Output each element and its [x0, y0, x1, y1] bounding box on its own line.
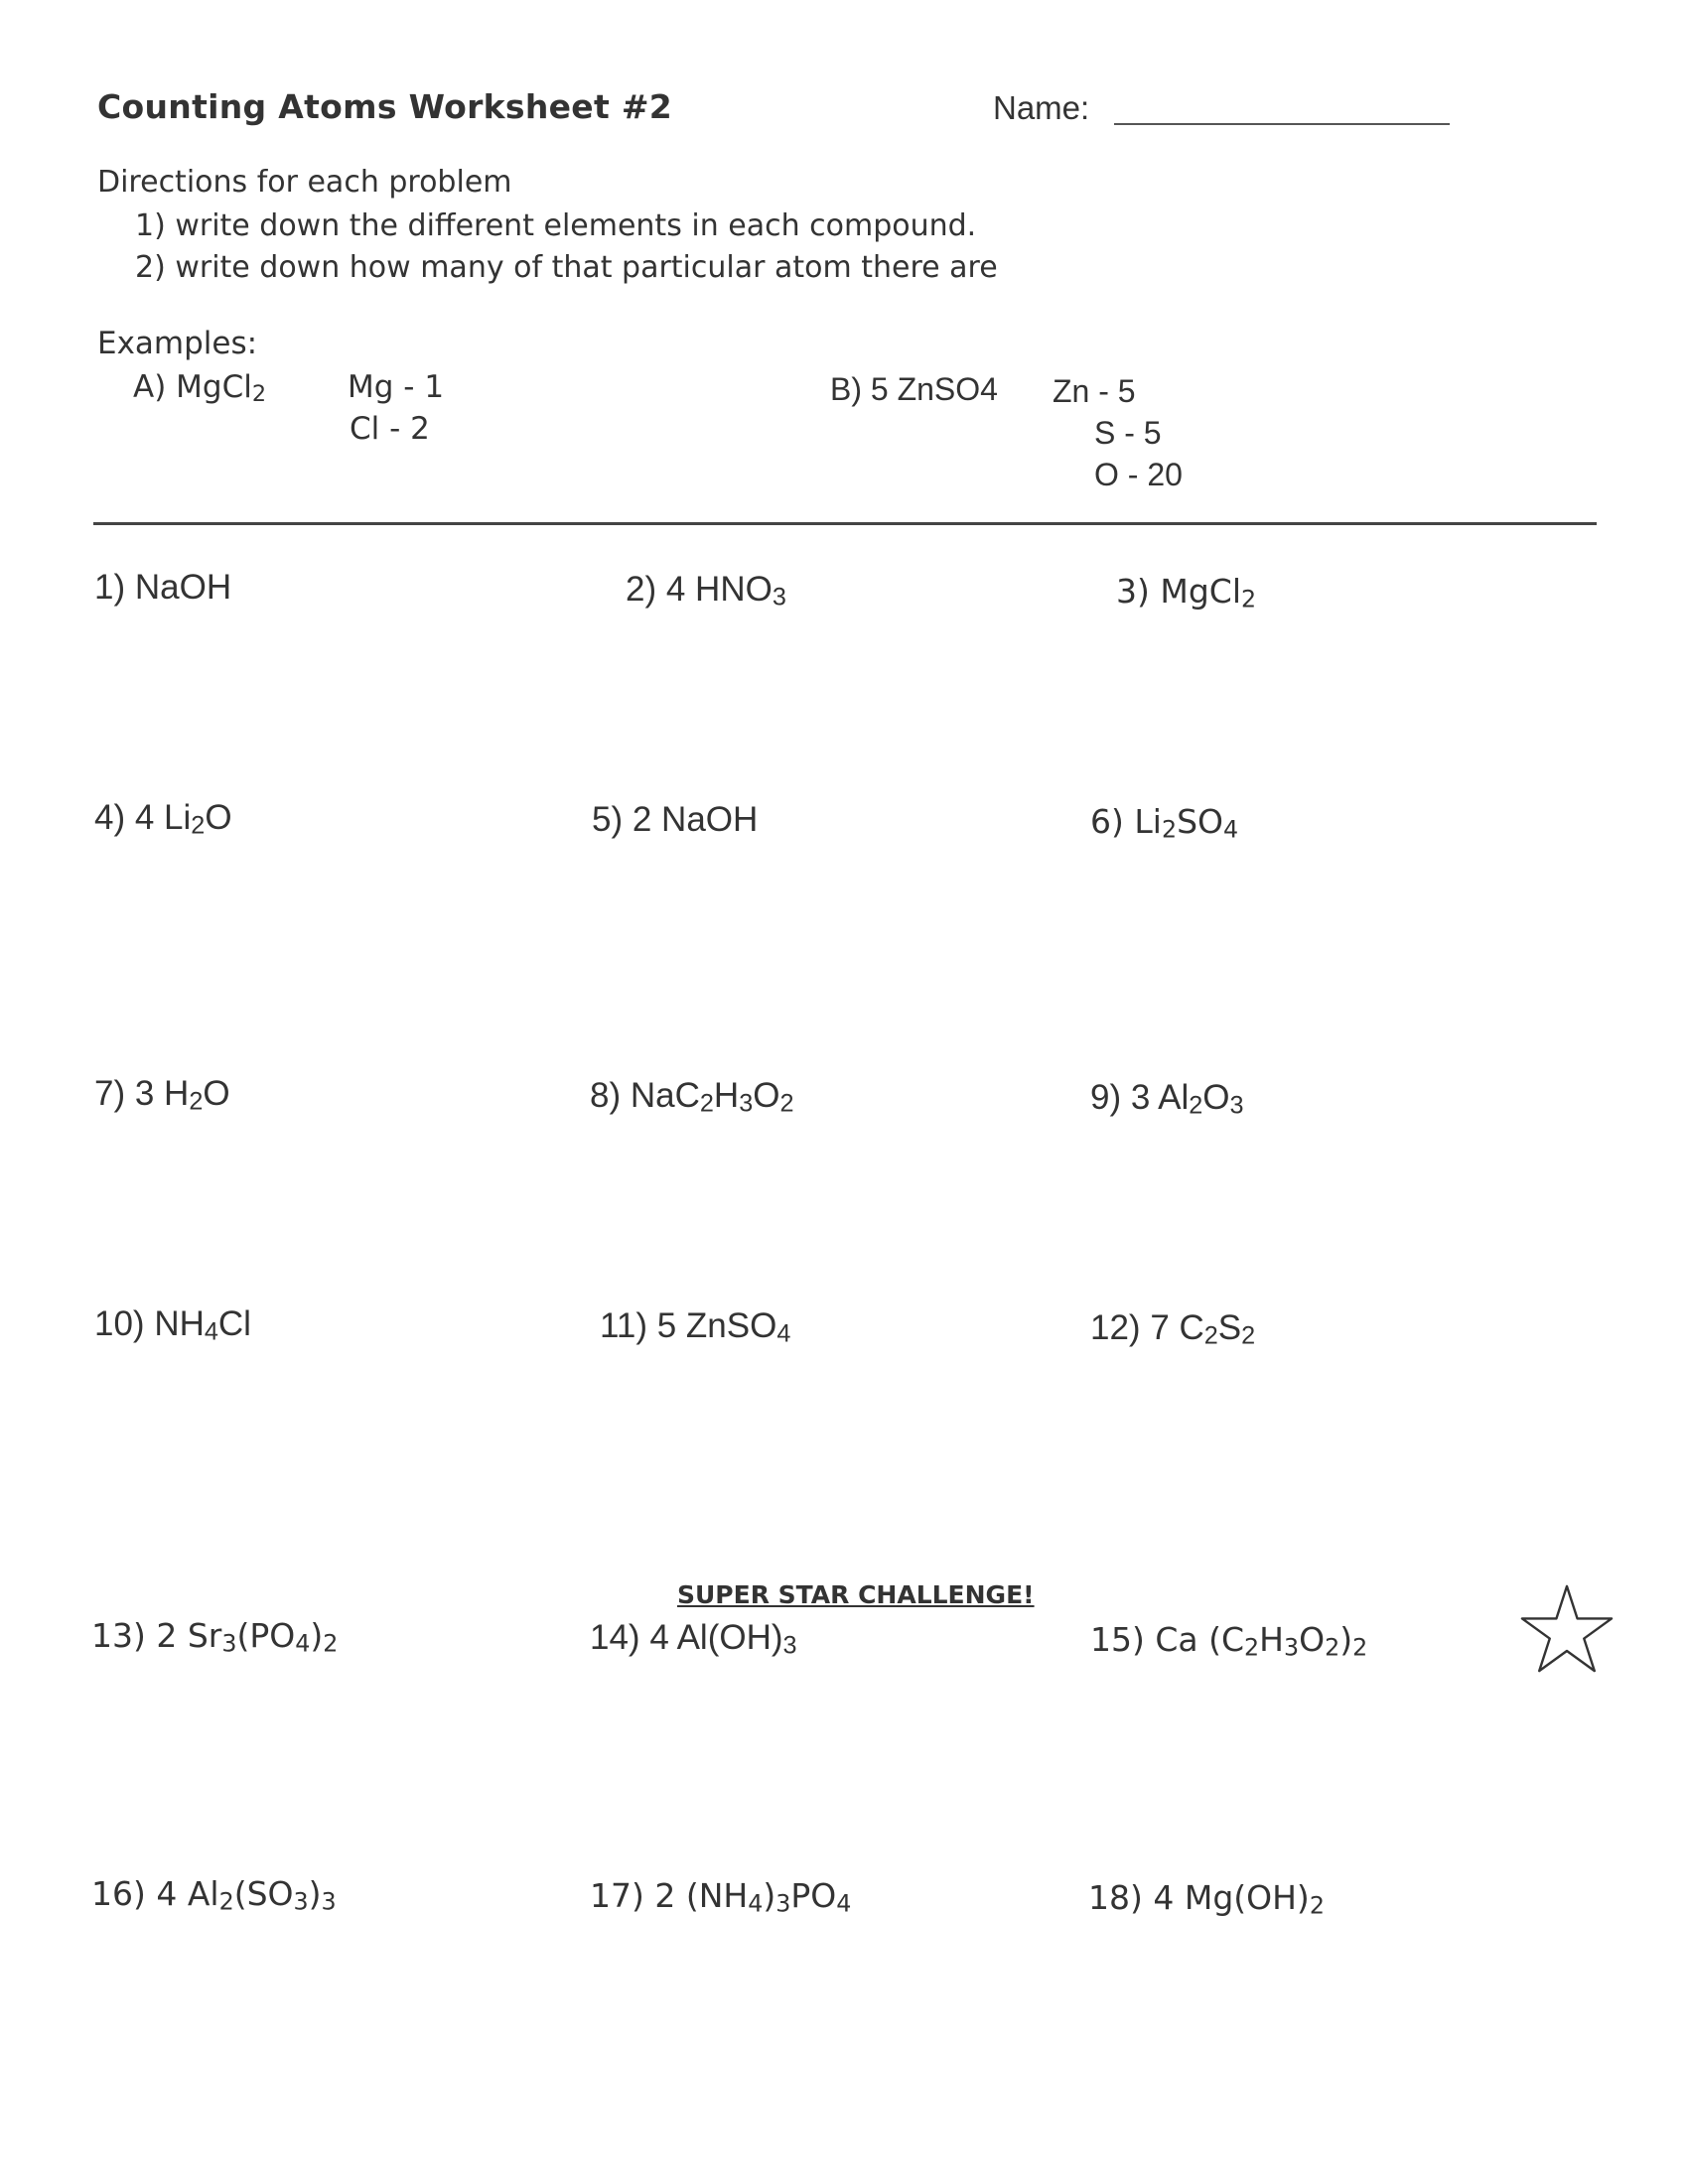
problem-formula: $Li_2SO_4$ — [1134, 802, 1239, 844]
problem-formula: MgCl$_2$ — [1160, 572, 1257, 614]
problem-number: 13) — [91, 1616, 157, 1655]
problem-formula: $NaC_2H_3O_2$ — [630, 1076, 794, 1118]
problem-10 — [94, 1304, 251, 1344]
problem-number: 1) — [94, 568, 135, 607]
problem-number: 2) — [626, 570, 666, 609]
problem-number: 12) — [1090, 1308, 1151, 1347]
problem-formula: 7 $C_2S_2$ — [1150, 1308, 1256, 1350]
problem-formula: $NH_4Cl$ — [154, 1304, 251, 1346]
example-a-count: Mg - 1 — [348, 369, 445, 405]
problem-number: 5) — [592, 800, 633, 839]
problem-12 — [1090, 1308, 1255, 1348]
section-divider — [93, 522, 1597, 525]
problem-formula: 3 $Al_2O_3$ — [1130, 1078, 1244, 1120]
problem-number: 11) — [600, 1306, 657, 1345]
problem-formula: 2 $(NH_4)_3PO_4$ — [654, 1876, 852, 1918]
problem-9 — [1090, 1078, 1244, 1118]
problem-formula: 5 ZnSO$_4$ — [656, 1306, 791, 1348]
super-star-challenge-label: SUPER STAR CHALLENGE! — [677, 1580, 1035, 1609]
problem-formula: 4 $Al_2(SO_3)_3$ — [156, 1874, 337, 1916]
problem-formula: 4 $Mg(OH)_2$ — [1153, 1878, 1325, 1920]
example-a-count: Cl - 2 — [350, 411, 430, 447]
problem-number: 16) — [91, 1874, 157, 1913]
problem-number: 4) — [94, 798, 135, 837]
problem-14 — [590, 1618, 797, 1658]
problem-formula: 4 $Li_2O$ — [134, 798, 232, 840]
problem-5 — [592, 800, 758, 840]
problem-4 — [94, 798, 232, 838]
problem-number: 6) — [1090, 802, 1135, 841]
problem-formula: NaOH — [134, 568, 232, 607]
problem-11 — [600, 1306, 790, 1346]
example-b-count: Zn - 5 — [1053, 373, 1136, 409]
worksheet-title: Counting Atoms Worksheet #2 — [97, 87, 673, 126]
problem-formula: 4 $Al(OH)_3$ — [649, 1618, 797, 1660]
problem-number: 18) — [1088, 1878, 1154, 1917]
problem-17 — [590, 1876, 852, 1918]
problem-16 — [91, 1874, 337, 1916]
problem-number: 10) — [94, 1304, 155, 1343]
problem-number: 17) — [590, 1876, 655, 1915]
example-a-label: A) MgCl$_2$ — [133, 369, 267, 408]
problem-15 — [1090, 1620, 1368, 1662]
examples-heading: Examples: — [97, 326, 258, 361]
direction-step-2: 2) write down how many of that particular atom there are — [135, 250, 998, 285]
problem-6 — [1090, 802, 1239, 844]
problem-number: 3) — [1116, 572, 1161, 611]
example-b-count: S - 5 — [1094, 415, 1162, 451]
name-label: Name: — [993, 89, 1090, 126]
direction-step-1: 1) write down the different elements in each compound. — [135, 208, 977, 243]
problem-number: 14) — [590, 1618, 650, 1657]
problem-formula: Ca $(C_2H_3O_2)_2$ — [1155, 1620, 1368, 1662]
problem-7 — [94, 1074, 230, 1114]
star-outline-icon — [1519, 1582, 1615, 1674]
problem-formula: 2 NaOH — [632, 800, 759, 839]
problem-number: 7) — [94, 1074, 135, 1113]
problem-number: 8) — [590, 1076, 631, 1115]
problem-formula: 4 $HNO_3$ — [665, 570, 786, 612]
problem-1 — [94, 568, 231, 608]
directions-heading: Directions for each problem — [97, 165, 512, 200]
example-b-count: O - 20 — [1094, 457, 1183, 492]
name-field-line[interactable] — [1114, 123, 1450, 125]
problem-number: 15) — [1090, 1620, 1156, 1659]
problem-3 — [1116, 572, 1257, 614]
problem-2 — [626, 570, 786, 610]
problem-18 — [1088, 1878, 1325, 1920]
problem-13 — [91, 1616, 339, 1658]
example-b-label: B) 5 ZnSO4 — [830, 371, 998, 407]
problem-8 — [590, 1076, 793, 1116]
problem-formula: 3 $H_2O$ — [134, 1074, 230, 1116]
problem-number: 9) — [1090, 1078, 1131, 1117]
problem-formula: 2 $Sr_3(PO_4)_2$ — [156, 1616, 339, 1658]
